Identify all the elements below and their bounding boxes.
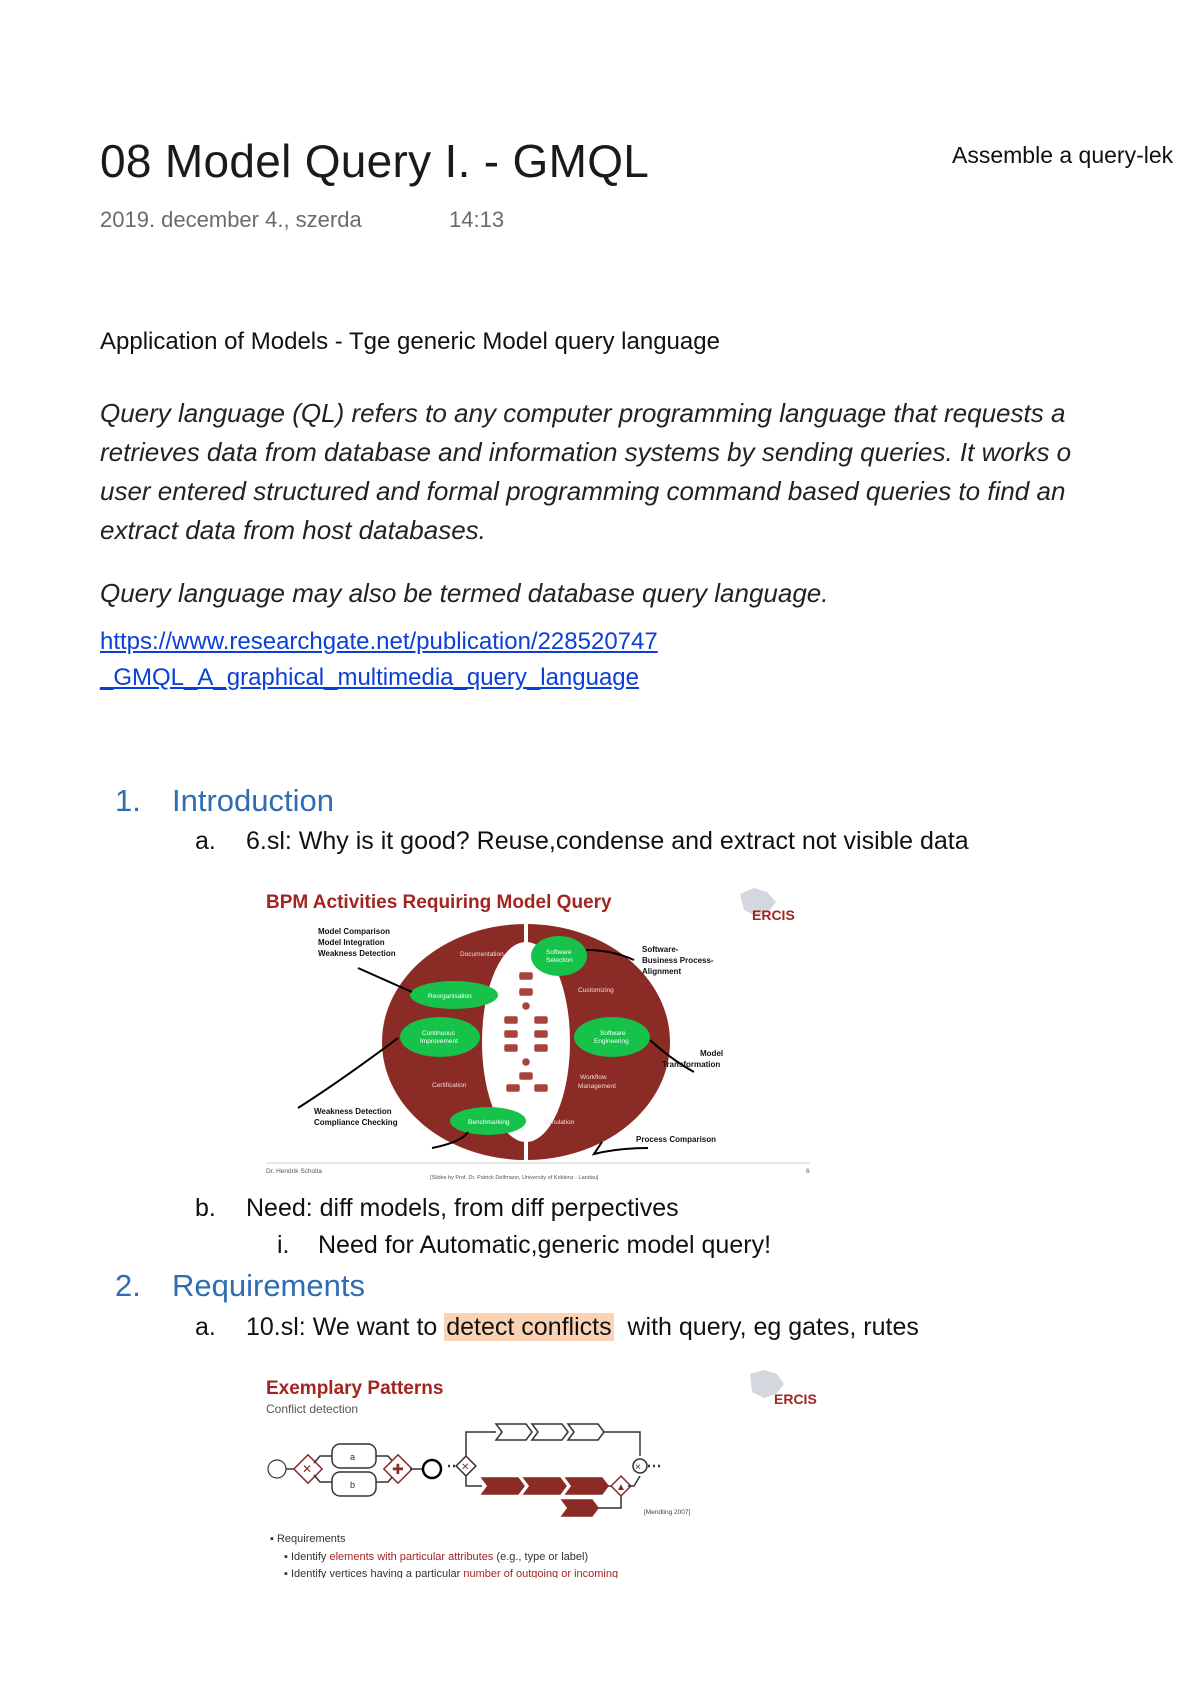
- annotation-label: Software-: [642, 945, 679, 954]
- section-number: 2.: [115, 1268, 141, 1303]
- bullet-list-item: ▪ Requirements: [270, 1533, 346, 1545]
- slide-footer-source: [Slides by Prof. Dr. Patrick Delfmann, University of Koblenz - Landau]: [430, 1175, 599, 1180]
- bubble-software-selection: [531, 936, 587, 976]
- section-heading-requirements: Requirements: [172, 1268, 365, 1303]
- conflict-pattern-right: [448, 1424, 660, 1516]
- reference-link-cont[interactable]: _GMQL_A_graphical_multimedia_query_language: [100, 664, 640, 691]
- ring-label: Simulation: [544, 1119, 575, 1126]
- bullet-icon: ▪: [284, 1568, 291, 1578]
- plus-gateway-icon: ✚: [392, 1461, 404, 1477]
- ercis-logo: [740, 888, 795, 923]
- slide-exemplary-patterns: [262, 1368, 828, 1578]
- paragraph-line: extract data from host databases.: [100, 515, 486, 545]
- xor-gateway-icon: ✕: [461, 1462, 470, 1473]
- annotation-label: Model Comparison: [318, 927, 391, 936]
- paragraph-line: retrieves data from database and information systems by sending queries. It works o: [100, 437, 1072, 467]
- annotation-label: Business Process-: [642, 956, 714, 965]
- svg-text:Software: Software: [600, 1030, 626, 1037]
- slide-patterns-diagram: [262, 1368, 828, 1578]
- ring-label: Workflow: [580, 1074, 607, 1081]
- annotation-label: Weakness Detection: [314, 1107, 392, 1116]
- list-marker: a.: [195, 827, 216, 855]
- ercis-logo: [750, 1370, 817, 1407]
- svg-text:Engineering: Engineering: [594, 1038, 629, 1045]
- annotation-label: Transformation: [662, 1060, 721, 1069]
- or-gateway-icon: ×: [635, 1462, 641, 1473]
- list-item: [246, 1313, 919, 1342]
- annotation-label: Model Integration: [318, 938, 385, 947]
- svg-text:Continuous: Continuous: [422, 1030, 455, 1037]
- slide-title: Exemplary Patterns: [266, 1378, 444, 1399]
- paragraph-2: Query language may also be termed database query language.: [100, 578, 829, 608]
- paragraph-line: user entered structured and formal programming command based queries to find an: [100, 476, 1066, 506]
- page-date: 2019. december 4., szerda: [100, 207, 362, 232]
- subheading: Application of Models - Tge generic Model query language: [100, 328, 720, 355]
- bubble-reorganisation: [410, 981, 498, 1009]
- list-marker: b.: [195, 1194, 216, 1222]
- side-note: Assemble a query-lek: [952, 142, 1174, 168]
- item-text-after: with query, eg gates, rutes: [613, 1313, 919, 1341]
- list-item: Need: diff models, from diff perpectives: [246, 1194, 679, 1222]
- bubble-benchmarking: [450, 1107, 526, 1135]
- bullet-icon: ▪: [270, 1533, 277, 1545]
- ring-label: Customizing: [578, 987, 614, 994]
- and-gateway-icon: ▲: [616, 1482, 626, 1493]
- annotation-label: Model: [700, 1049, 724, 1058]
- bullet-list-item: ▪ Identify vertices having a particular number of outgoing or incoming: [284, 1568, 619, 1578]
- svg-text:Selection: Selection: [546, 957, 573, 964]
- annotation-label: Weakness Detection: [318, 949, 396, 958]
- annotation-label: Alignment: [642, 967, 682, 976]
- svg-text:Benchmarking: Benchmarking: [468, 1119, 510, 1126]
- slide-title: BPM Activities Requiring Model Query: [266, 892, 612, 913]
- svg-text:Improvement: Improvement: [420, 1038, 458, 1045]
- list-marker: a.: [195, 1313, 216, 1341]
- slide-bpm-diagram: [262, 880, 818, 1180]
- xor-gateway-icon: ✕: [302, 1462, 313, 1476]
- annotation-label: Compliance Checking: [314, 1118, 398, 1127]
- list-item: Need for Automatic,generic model query!: [318, 1231, 772, 1259]
- ring-label: Certification: [432, 1082, 467, 1089]
- ring-label: Management: [578, 1083, 616, 1090]
- slide-page-number: 6: [806, 1168, 810, 1175]
- logo-text: ERCIS: [752, 907, 795, 923]
- slide-footer-author: Dr. Hendrik Scholta: [266, 1168, 322, 1175]
- reference-link[interactable]: https://www.researchgate.net/publication/228520747: [100, 628, 658, 655]
- svg-text:Software: Software: [546, 949, 572, 956]
- highlight-detect-conflicts: detect conflicts: [446, 1313, 612, 1341]
- bubble-software-engineering: [574, 1017, 650, 1057]
- bullet-icon: ▪: [284, 1551, 291, 1563]
- section-heading-introduction: Introduction: [172, 783, 334, 818]
- bubble-continuous-improvement: [400, 1017, 480, 1057]
- item-text-before: 10.sl: We want to: [246, 1313, 445, 1341]
- bullet-list-item: ▪ Identify elements with particular attributes (e.g., type or label): [284, 1551, 589, 1563]
- section-number: 1.: [115, 783, 141, 818]
- page-time: 14:13: [449, 207, 505, 232]
- citation: [Mendling 2007]: [644, 1509, 691, 1516]
- list-item: 6.sl: Why is it good? Reuse,condense and extract not visible data: [246, 827, 969, 855]
- gateway-label-a: a: [350, 1452, 356, 1462]
- page-title: 08 Model Query I. - GMQL: [100, 135, 650, 187]
- logo-text: ERCIS: [774, 1391, 817, 1407]
- gateway-label-b: b: [350, 1480, 356, 1490]
- paragraph-line: Query language (QL) refers to any computer programming language that requests a: [100, 398, 1066, 428]
- slide-subtitle: Conflict detection: [266, 1402, 359, 1416]
- slide-bpm-activities: [262, 880, 818, 1180]
- svg-text:Reorganisation: Reorganisation: [428, 993, 472, 1000]
- annotation-label: Process Comparison: [636, 1135, 717, 1144]
- ring-label: Documentation: [460, 951, 504, 958]
- list-marker: i.: [277, 1231, 290, 1259]
